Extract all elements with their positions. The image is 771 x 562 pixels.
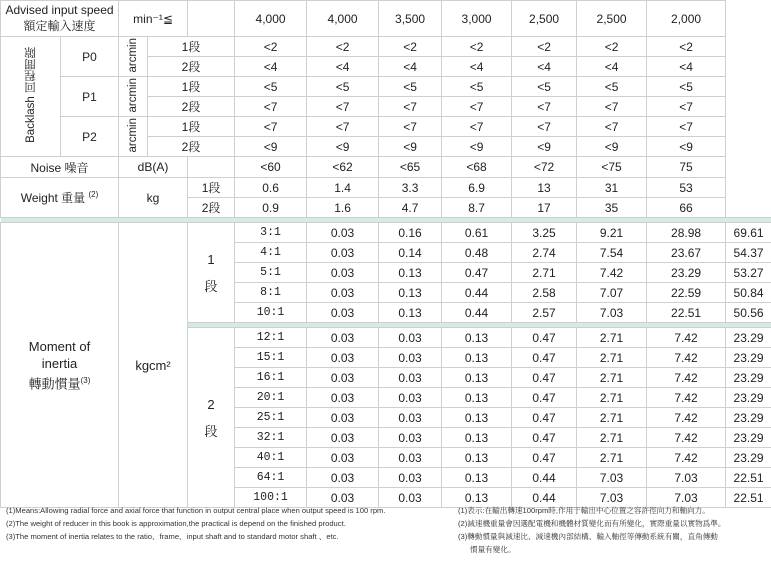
inertia-row: [1, 223, 771, 243]
value-cell: <62: [307, 157, 379, 178]
group-name: P1: [82, 89, 97, 104]
value-cell: <2: [442, 37, 512, 57]
value-cell: 2.57: [512, 303, 577, 323]
value-cell: 0.48: [442, 243, 512, 263]
value-cell: <4: [379, 57, 442, 77]
value-cell: <7: [577, 97, 647, 117]
input-speed-label: [1, 1, 119, 37]
noise-unit: dB(A): [119, 157, 188, 178]
value-cell: <2: [647, 37, 726, 57]
value-cell: <9: [442, 137, 512, 157]
speed-value: 3,000: [442, 1, 512, 37]
value-cell: 0.03: [379, 468, 442, 488]
value-cell: 2.71: [577, 388, 647, 408]
speed-value: 2,000: [647, 1, 726, 37]
value-cell: <5: [512, 77, 577, 97]
noise-row: [1, 157, 771, 178]
value-cell: 0.03: [307, 468, 379, 488]
stage-label: 1段: [148, 37, 235, 57]
stage-number: 1: [207, 251, 215, 267]
value-cell: 7.03: [577, 303, 647, 323]
ratio-cell: 5:1: [235, 263, 307, 283]
value-cell: 2.58: [512, 283, 577, 303]
backlash-unit-text: arcmin: [127, 117, 140, 153]
value-cell: 1.4: [307, 178, 379, 198]
group-name: P0: [82, 49, 97, 64]
value-cell: 4.7: [379, 198, 442, 218]
value-cell: <4: [577, 57, 647, 77]
value-cell: <9: [307, 137, 379, 157]
inertia-note-ref: (3): [80, 375, 91, 385]
value-cell: 17: [512, 198, 577, 218]
value-cell: 0.47: [512, 448, 577, 468]
value-cell: 0.13: [442, 348, 512, 368]
value-cell: <7: [512, 97, 577, 117]
value-cell: 0.03: [379, 328, 442, 348]
input-speed-label-zh: 額定輸入速度: [23, 19, 96, 33]
value-cell: <7: [647, 97, 726, 117]
value-cell: 3.3: [379, 178, 442, 198]
value-cell: 7.54: [577, 243, 647, 263]
note-en-2: (2)The weight of reducer in this book is approximation,the practical is depend on the finished product.: [6, 519, 346, 528]
inertia-label-en-1: Moment of: [28, 338, 91, 354]
ratio-cell: 25:1: [235, 408, 307, 428]
backlash-unit-text: arcmin: [127, 37, 140, 73]
value-cell: 0.03: [379, 348, 442, 368]
value-cell: <2: [307, 37, 379, 57]
value-cell: <7: [577, 117, 647, 137]
note-zh-1: (1)表示:在輸出轉速100rpm時,作用于輸出中心位置之容許徑向力和軸向力。: [458, 506, 710, 515]
value-cell: 7.42: [647, 368, 726, 388]
value-cell: 0.03: [307, 348, 379, 368]
stage-2-label: [188, 328, 235, 508]
value-cell: <7: [235, 117, 307, 137]
value-cell: <5: [647, 77, 726, 97]
backlash-group-name: [61, 77, 119, 117]
value-cell: 2.71: [512, 263, 577, 283]
value-cell: 0.03: [307, 223, 379, 243]
value-cell: 13: [512, 178, 577, 198]
ratio-cell: 32:1: [235, 428, 307, 448]
value-cell: 23.29: [726, 428, 771, 448]
value-cell: <9: [577, 137, 647, 157]
value-cell: <2: [512, 37, 577, 57]
inertia-unit: kgcm²: [119, 223, 188, 508]
value-cell: <2: [235, 37, 307, 57]
value-cell: <60: [235, 157, 307, 178]
ratio-cell: 16:1: [235, 368, 307, 388]
value-cell: 0.13: [442, 368, 512, 388]
backlash-unit: [119, 77, 148, 117]
speed-value: 4,000: [307, 1, 379, 37]
value-cell: 0.61: [442, 223, 512, 243]
speed-value: 4,000: [235, 1, 307, 37]
empty-cell: [188, 157, 235, 178]
value-cell: 6.9: [442, 178, 512, 198]
value-cell: 0.03: [307, 303, 379, 323]
value-cell: 22.51: [726, 488, 771, 508]
value-cell: 22.59: [647, 283, 726, 303]
value-cell: <68: [442, 157, 512, 178]
value-cell: 0.47: [512, 368, 577, 388]
value-cell: 53: [647, 178, 726, 198]
empty-cell: [188, 1, 235, 37]
value-cell: 0.9: [235, 198, 307, 218]
value-cell: 7.42: [647, 328, 726, 348]
value-cell: 0.13: [379, 283, 442, 303]
ratio-cell: 40:1: [235, 448, 307, 468]
value-cell: 0.44: [442, 303, 512, 323]
value-cell: 0.03: [307, 408, 379, 428]
value-cell: <65: [379, 157, 442, 178]
value-cell: 2.71: [577, 408, 647, 428]
value-cell: <9: [647, 137, 726, 157]
value-cell: 0.47: [512, 388, 577, 408]
value-cell: 7.42: [647, 408, 726, 428]
value-cell: 0.13: [379, 303, 442, 323]
value-cell: 0.44: [442, 283, 512, 303]
notes-chinese: [458, 504, 768, 556]
value-cell: 0.03: [307, 388, 379, 408]
note-zh-3: (3)轉動慣量與減速比、減速機內部結構、輸入軸徑等傳動系統有關，直角傳動: [458, 532, 718, 541]
ratio-cell: 10:1: [235, 303, 307, 323]
value-cell: 0.03: [379, 388, 442, 408]
value-cell: 0.47: [512, 428, 577, 448]
value-cell: 23.29: [647, 263, 726, 283]
backlash-unit: [119, 37, 148, 77]
ratio-cell: 64:1: [235, 468, 307, 488]
value-cell: <5: [307, 77, 379, 97]
value-cell: 23.29: [726, 368, 771, 388]
ratio-cell: 4:1: [235, 243, 307, 263]
value-cell: 31: [577, 178, 647, 198]
value-cell: 9.21: [577, 223, 647, 243]
stage-1-label: [188, 223, 235, 323]
value-cell: <9: [379, 137, 442, 157]
value-cell: 7.42: [647, 388, 726, 408]
inertia-label: [1, 223, 119, 508]
value-cell: 1.6: [307, 198, 379, 218]
noise-label: Noise 噪音: [1, 157, 119, 178]
stage-char: 段: [204, 278, 218, 294]
ratio-cell: 8:1: [235, 283, 307, 303]
value-cell: <9: [235, 137, 307, 157]
note-en-3: (3)The moment of inertia relates to the ratio、frame、input shaft and to standard motor shaft 、etc.: [6, 532, 339, 541]
value-cell: 7.03: [647, 468, 726, 488]
stage-label: 2段: [188, 198, 235, 218]
value-cell: 0.03: [307, 328, 379, 348]
value-cell: 0.03: [379, 448, 442, 468]
value-cell: 0.47: [512, 348, 577, 368]
value-cell: <7: [307, 97, 379, 117]
value-cell: 0.03: [307, 263, 379, 283]
value-cell: <4: [442, 57, 512, 77]
value-cell: 0.13: [379, 263, 442, 283]
value-cell: 0.03: [379, 428, 442, 448]
value-cell: 0.13: [442, 488, 512, 508]
notes-english: [6, 504, 451, 543]
value-cell: <7: [512, 117, 577, 137]
value-cell: <4: [307, 57, 379, 77]
value-cell: 0.6: [235, 178, 307, 198]
note-en-1: (1)Means:Allowing radial force and axial force that function in output central place when output speed is 100 rpm.: [6, 506, 386, 515]
value-cell: 50.56: [726, 303, 771, 323]
stage-number: 2: [207, 396, 215, 412]
value-cell: 0.47: [512, 328, 577, 348]
value-cell: 2.74: [512, 243, 577, 263]
header-row: [1, 1, 771, 37]
value-cell: 0.03: [307, 283, 379, 303]
value-cell: <5: [379, 77, 442, 97]
value-cell: 0.03: [379, 488, 442, 508]
backlash-label-text: Backlash 回程間隙: [24, 47, 37, 143]
stage-label: 2段: [148, 97, 235, 117]
ratio-cell: 20:1: [235, 388, 307, 408]
value-cell: <4: [512, 57, 577, 77]
value-cell: <2: [577, 37, 647, 57]
value-cell: 0.03: [307, 488, 379, 508]
value-cell: <7: [442, 117, 512, 137]
weight-unit: kg: [119, 178, 188, 218]
value-cell: 7.03: [577, 468, 647, 488]
backlash-group-name: [61, 37, 119, 77]
value-cell: 7.03: [647, 488, 726, 508]
value-cell: 66: [647, 198, 726, 218]
ratio-cell: 100:1: [235, 488, 307, 508]
value-cell: <7: [307, 117, 379, 137]
value-cell: 0.03: [307, 428, 379, 448]
value-cell: 23.29: [726, 448, 771, 468]
backlash-row: [1, 37, 771, 57]
value-cell: 0.03: [379, 368, 442, 388]
note-zh-3-cont: 慣量有變化。: [470, 545, 516, 554]
value-cell: 0.03: [307, 368, 379, 388]
ratio-cell: 12:1: [235, 328, 307, 348]
value-cell: 54.37: [726, 243, 771, 263]
backlash-unit-text: arcmin: [127, 77, 140, 113]
value-cell: <9: [512, 137, 577, 157]
value-cell: 75: [647, 157, 726, 178]
value-cell: 23.29: [726, 408, 771, 428]
value-cell: 2.71: [577, 428, 647, 448]
stage-label: 1段: [148, 77, 235, 97]
value-cell: <7: [379, 97, 442, 117]
backlash-row: [1, 77, 771, 97]
value-cell: 53.27: [726, 263, 771, 283]
value-cell: 0.47: [442, 263, 512, 283]
value-cell: 7.07: [577, 283, 647, 303]
weight-label: [1, 178, 119, 218]
input-speed-unit: min⁻¹≦: [119, 1, 188, 37]
weight-note-ref: (2): [88, 190, 99, 199]
value-cell: 22.51: [647, 303, 726, 323]
value-cell: 0.44: [512, 488, 577, 508]
value-cell: 23.29: [726, 388, 771, 408]
value-cell: 0.14: [379, 243, 442, 263]
value-cell: 2.71: [577, 448, 647, 468]
value-cell: 0.03: [307, 448, 379, 468]
value-cell: 23.67: [647, 243, 726, 263]
value-cell: <5: [235, 77, 307, 97]
backlash-label: [1, 37, 61, 157]
ratio-cell: 15:1: [235, 348, 307, 368]
value-cell: 0.44: [512, 468, 577, 488]
value-cell: 7.03: [577, 488, 647, 508]
value-cell: 35: [577, 198, 647, 218]
value-cell: <75: [577, 157, 647, 178]
value-cell: 0.03: [307, 243, 379, 263]
ratio-cell: 3:1: [235, 223, 307, 243]
spec-table-body: [1, 1, 771, 508]
value-cell: 7.42: [647, 428, 726, 448]
stage-label: 2段: [148, 137, 235, 157]
stage-label: 1段: [148, 117, 235, 137]
value-cell: 0.13: [442, 448, 512, 468]
value-cell: <5: [577, 77, 647, 97]
input-speed-label-en: Advised input speed: [5, 3, 114, 17]
value-cell: 22.51: [726, 468, 771, 488]
value-cell: 28.98: [647, 223, 726, 243]
value-cell: 0.47: [512, 408, 577, 428]
stage-label: 2段: [148, 57, 235, 77]
value-cell: 7.42: [577, 263, 647, 283]
value-cell: 3.25: [512, 223, 577, 243]
note-zh-2: (2)減速機重量會因選配電機和機體材質變化而有所變化，實際重量以實物爲準。: [458, 519, 726, 528]
value-cell: 2.71: [577, 348, 647, 368]
value-cell: 7.42: [647, 448, 726, 468]
value-cell: 0.13: [442, 408, 512, 428]
value-cell: 0.13: [442, 328, 512, 348]
backlash-unit: [119, 117, 148, 157]
backlash-group-name: [61, 117, 119, 157]
value-cell: <7: [442, 97, 512, 117]
value-cell: 7.42: [647, 348, 726, 368]
value-cell: 0.13: [442, 468, 512, 488]
value-cell: 2.71: [577, 368, 647, 388]
value-cell: 0.03: [379, 408, 442, 428]
weight-row: [1, 178, 771, 198]
group-name: P2: [82, 129, 97, 144]
value-cell: <4: [235, 57, 307, 77]
value-cell: 0.13: [442, 388, 512, 408]
value-cell: <4: [647, 57, 726, 77]
value-cell: 0.16: [379, 223, 442, 243]
speed-value: 2,500: [512, 1, 577, 37]
value-cell: <7: [379, 117, 442, 137]
value-cell: 2.71: [577, 328, 647, 348]
backlash-row: [1, 117, 771, 137]
speed-value: 3,500: [379, 1, 442, 37]
speed-value: 2,500: [577, 1, 647, 37]
stage-char: 段: [204, 423, 218, 439]
value-cell: 50.84: [726, 283, 771, 303]
value-cell: 23.29: [726, 328, 771, 348]
value-cell: <5: [442, 77, 512, 97]
inertia-label-zh: 轉動慣量: [28, 376, 81, 392]
value-cell: <7: [235, 97, 307, 117]
value-cell: 8.7: [442, 198, 512, 218]
value-cell: 0.13: [442, 428, 512, 448]
weight-label-text: Weight 重量: [20, 191, 86, 205]
value-cell: 23.29: [726, 348, 771, 368]
inertia-label-en-2: inertia: [41, 355, 78, 371]
value-cell: <7: [647, 117, 726, 137]
value-cell: <2: [379, 37, 442, 57]
value-cell: <72: [512, 157, 577, 178]
value-cell: 69.61: [726, 223, 771, 243]
stage-label: 1段: [188, 178, 235, 198]
